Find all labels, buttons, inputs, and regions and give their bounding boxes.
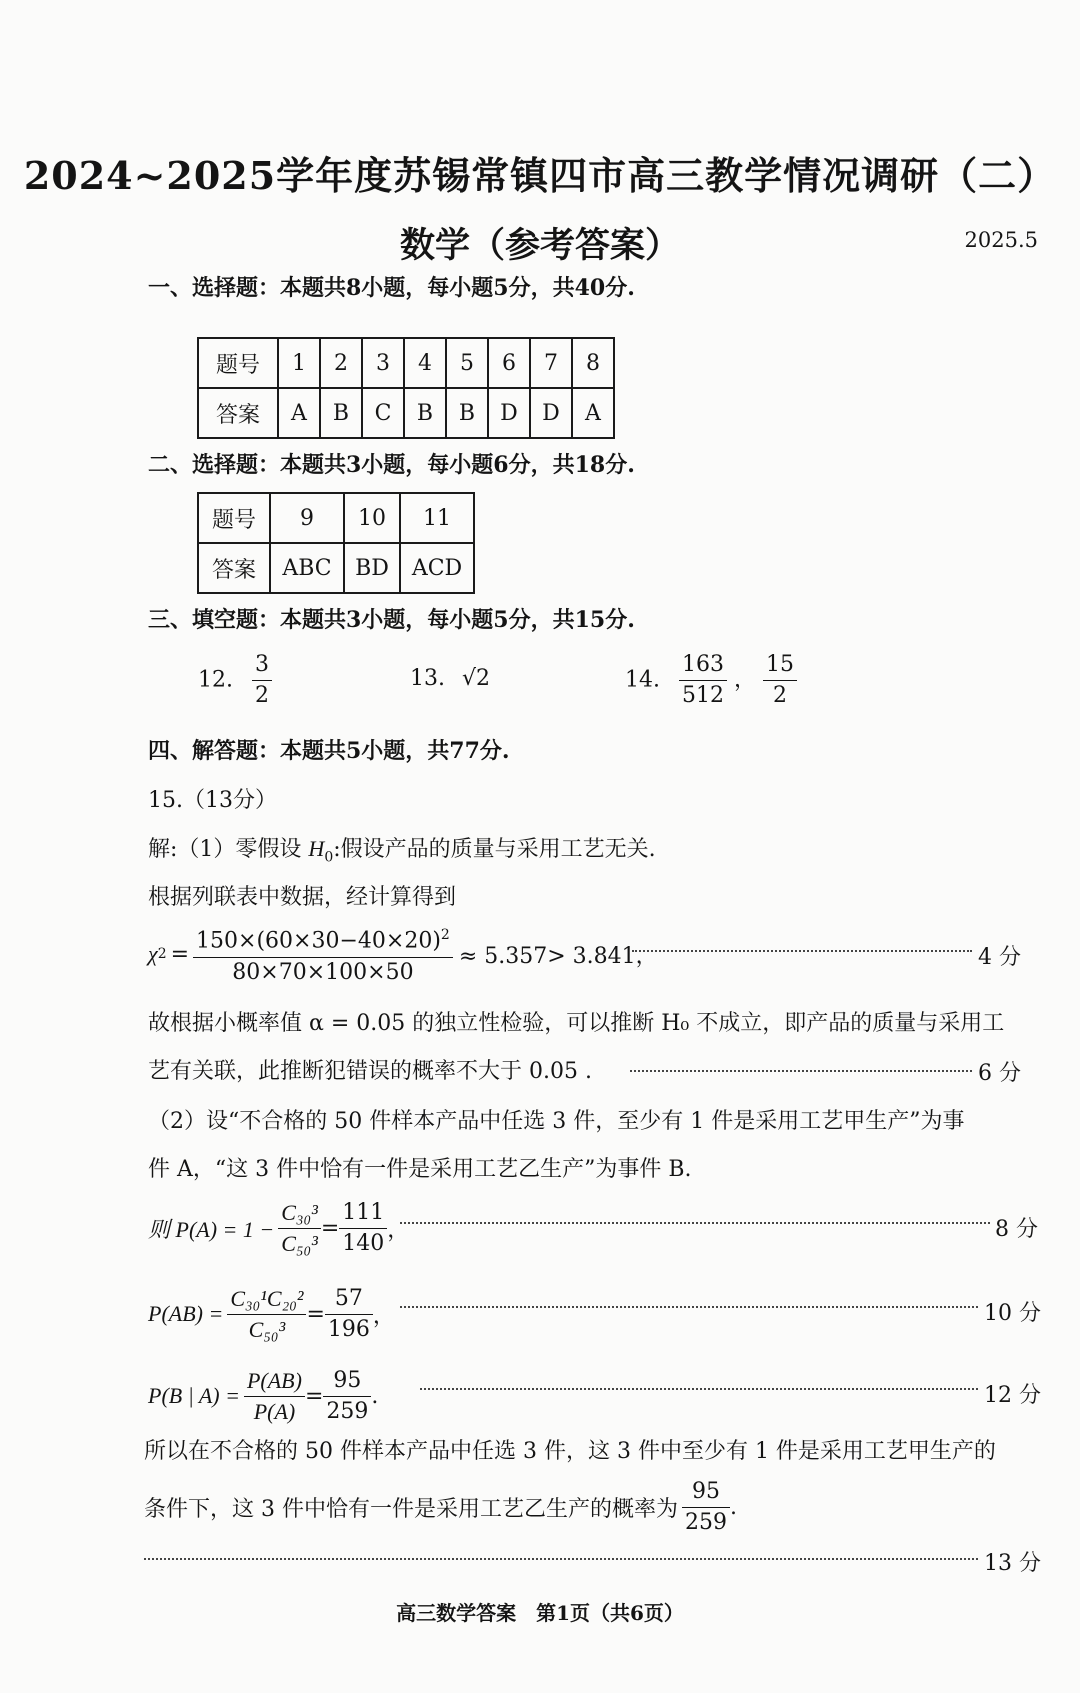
fraction [244,1366,305,1427]
table-cell: 8 [572,338,614,388]
table-cell: 1 [278,338,320,388]
table-cell: 2 [320,338,362,388]
question-label: 14. [625,667,660,693]
table-row [198,543,474,593]
score-mark: 8 分 [995,1217,1038,1242]
leader-dots [144,1558,978,1560]
leader-dots [400,1222,990,1224]
equals: = [306,1301,325,1327]
solution-line-3: 故根据小概率值 α = 0.05 的独立性检验，可以推断 H₀ 不成立，即产品的质量与采用工 [148,1011,1005,1036]
numerator: 163 [679,650,727,681]
table-cell: D [488,388,530,438]
page-footer: 高三数学答案 第1页（共6页） [396,1601,684,1625]
fraction [682,1477,730,1538]
table-cell: 7 [530,338,572,388]
exam-date: 2025.5 [964,228,1038,252]
score-mark: 10 分 [984,1301,1041,1326]
denominator: 196 [327,1316,370,1342]
math-var: χ [148,941,158,966]
leader-dots [420,1388,978,1390]
table-cell: 5 [446,338,488,388]
solution-line-4: 艺有关联，此推断犯错误的概率不大于 0.05 . [148,1059,592,1084]
table-header-cell: 题号 [198,338,278,388]
denominator: 2 [773,683,788,708]
chi-square-formula [148,918,658,990]
fraction [252,650,272,711]
formula-pa [148,1192,409,1264]
numerator: 3 [252,650,272,681]
numerator: 95 [323,1366,371,1397]
leader-dots [632,950,972,952]
table-cell: A [278,388,320,438]
superscript: 2 [440,927,450,944]
answer-12 [198,650,272,711]
table-row [198,338,614,388]
formula-pba [148,1360,378,1432]
numerator: 57 [325,1284,373,1315]
answer-14 [625,650,797,711]
question-label: 13. [410,666,445,691]
denominator: P(A) [253,1398,296,1424]
leader-dots [400,1306,978,1308]
math-expr: 则 P(A) = 1 − [148,1216,275,1242]
score-mark: 13 分 [984,1551,1041,1576]
solution-line-1 [148,832,656,865]
text: 条件下，这 3 件中恰有一件是采用工艺乙生产的概率为 [144,1496,678,1522]
math-expr: P(AB) = [148,1301,224,1326]
equals: = [170,941,190,967]
subscript: 0 [324,849,334,866]
answer-13 [410,666,490,691]
table-cell: 3 [362,338,404,388]
section1-answer-table [197,337,615,439]
table-cell: B [320,388,362,438]
solution-line-5: （2）设“不合格的 50 件样本产品中任选 3 件，至少有 1 件是采用工艺甲生产”为事 [148,1109,965,1134]
denominator: C₅₀³ [281,1230,318,1256]
table-cell: B [446,388,488,438]
numerator: P(AB) [244,1366,305,1397]
score-mark: 6 分 [978,1061,1021,1086]
solution-line-8 [144,1474,737,1540]
table-cell: A [572,388,614,438]
fraction [278,1198,321,1259]
page-subtitle: 数学（参考答案） [399,225,680,266]
score-mark: 4 分 [978,945,1021,970]
fraction [763,650,797,711]
fraction [325,1284,373,1345]
solution-line-2: 根据列联表中数据，经计算得到 [148,885,457,910]
section2-heading: 二、选择题：本题共3小题，每小题6分，共18分. [148,452,635,478]
math-expr: P(B | A) = [148,1383,240,1408]
fraction [339,1198,387,1259]
denominator: 2 [255,683,269,708]
formula-pab [148,1278,395,1350]
punct: ， [372,1303,395,1329]
math-var: H [308,836,325,861]
denominator: 259 [326,1398,369,1424]
table-cell: 10 [344,493,400,543]
table-row [198,388,614,438]
answer-value: √2 [462,666,491,691]
denominator: 259 [685,1509,727,1535]
question-15-title: 15.（13分） [148,788,277,813]
solution-line-6: 件 A，“这 3 件中恰有一件是采用工艺乙生产”为事件 B. [148,1157,692,1182]
table-header-cell: 答案 [198,543,270,593]
section3-heading: 三、填空题：本题共3小题，每小题5分，共15分. [148,607,635,633]
equals: = [320,1215,340,1241]
table-cell: ACD [400,543,474,593]
table-cell: 9 [270,493,344,543]
numerator: 111 [339,1198,387,1229]
table-cell: BD [344,543,400,593]
denominator: 512 [682,683,724,708]
text: 解:（1）零假设 [148,837,302,862]
denominator: 80×70×100×50 [232,959,414,985]
table-header-cell: 答案 [198,388,278,438]
table-cell: D [530,388,572,438]
table-cell: ABC [270,543,344,593]
punct: . [371,1383,379,1409]
section4-heading: 四、解答题：本题共5小题，共77分. [148,738,510,764]
table-cell: 6 [488,338,530,388]
fraction [193,920,453,987]
numerator: C₃₀¹C₂₀² [227,1284,306,1315]
leader-dots [630,1070,972,1072]
solution-line-7: 所以在不合格的 50 件样本产品中任选 3 件，这 3 件中至少有 1 件是采用工艺甲生产的 [144,1439,996,1464]
punct: ， [387,1217,410,1243]
punct: . [730,1494,737,1520]
result: ≈ 5.357> 3.841， [458,943,658,969]
numerator: 150×(60×30−40×20) [196,928,441,954]
superscript: 2 [157,946,167,962]
numerator: 95 [682,1477,730,1508]
score-mark: 12 分 [984,1383,1041,1408]
question-label: 12. [198,667,233,693]
table-header-cell: 题号 [198,493,270,543]
separator: ， [734,667,757,693]
numerator: 15 [763,650,797,681]
table-cell: 4 [404,338,446,388]
page-title: 2024~2025学年度苏锡常镇四市高三教学情况调研（二） [23,153,1057,198]
section1-heading: 一、选择题：本题共8小题，每小题5分，共40分. [148,275,635,301]
section2-answer-table [197,492,475,594]
table-row [198,493,474,543]
fraction [227,1284,306,1345]
fraction [323,1366,371,1427]
text: :假设产品的质量与采用工艺无关. [333,837,656,862]
fraction [679,650,727,711]
equals: = [304,1383,324,1409]
table-cell: B [404,388,446,438]
denominator: C₅₀³ [248,1316,286,1342]
denominator: 140 [342,1230,385,1256]
table-cell: 11 [400,493,474,543]
table-cell: C [362,388,404,438]
numerator: C₃₀³ [278,1198,321,1229]
